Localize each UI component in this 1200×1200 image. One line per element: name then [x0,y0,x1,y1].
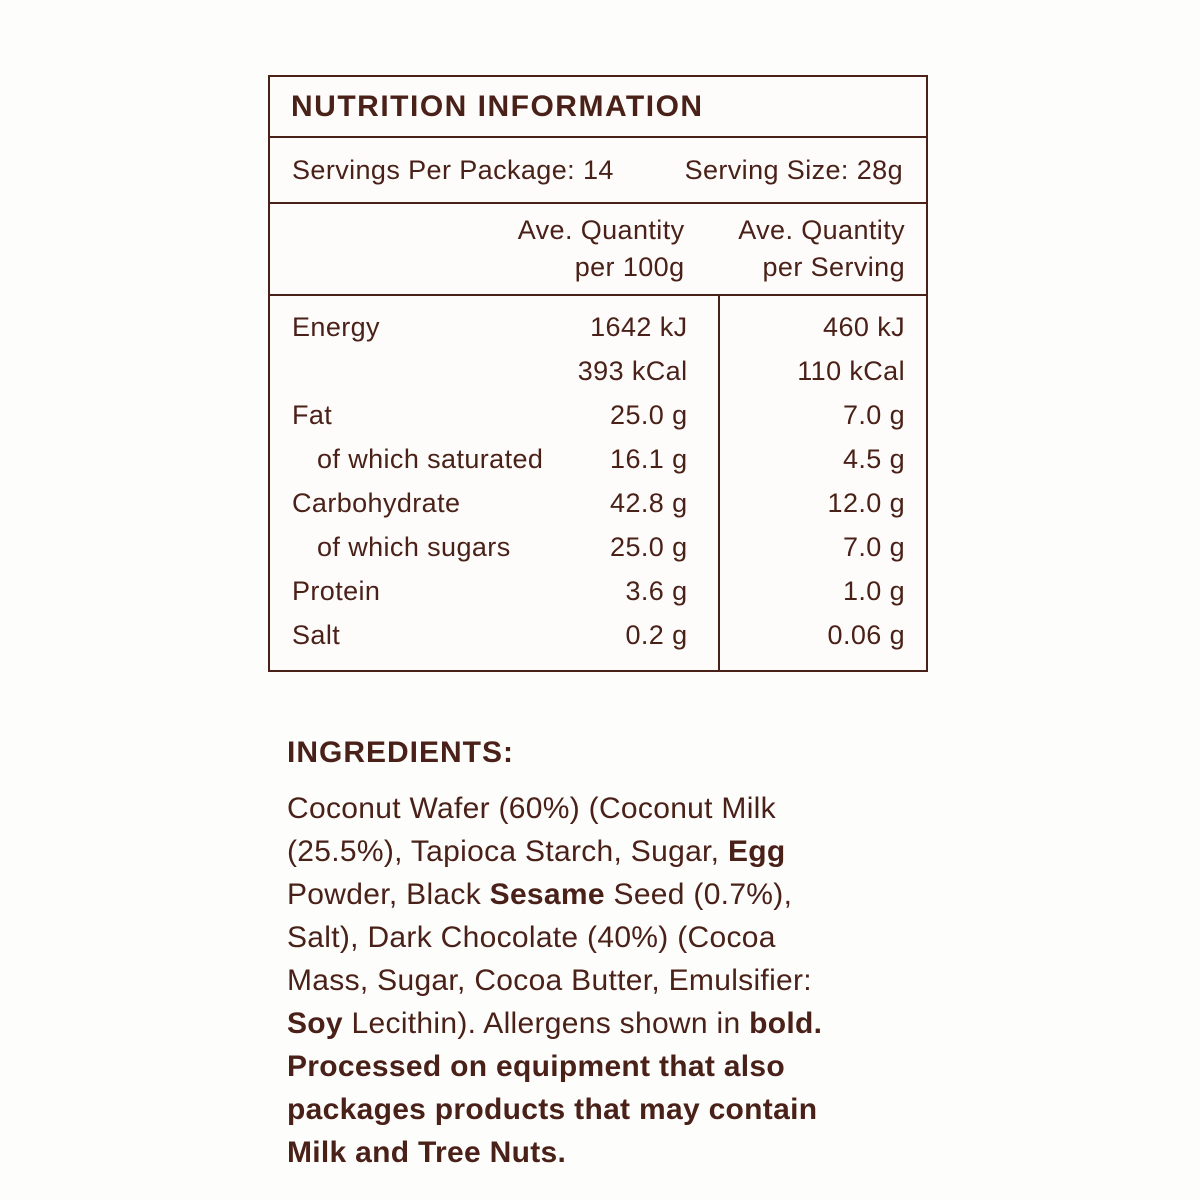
column-header-line: Ave. Quantity [738,215,905,245]
ingredients-text: (25.5%), Tapioca Starch, Sugar, [287,835,728,868]
labels-and-per-100g-column [270,296,718,670]
row-energy [270,305,718,349]
servings-section [270,138,926,204]
per-serving-value-energy-kcal: 110 kCal [797,355,905,386]
ingredients-line [287,1088,937,1131]
per-100g-value: 0.2 g [625,619,688,650]
per-serving-value-energy: 460 kJ [823,311,905,342]
table-title-section [270,77,926,138]
row-salt [270,613,718,657]
column-header-per-100g [270,204,718,294]
row-of-which-sugars [270,525,718,569]
nutrient-label: of which saturated [317,443,544,474]
nutrient-label: Carbohydrate [292,487,461,518]
allergen-warning-text: Milk and Tree Nuts. [287,1136,567,1169]
row-of-which-saturated [270,437,718,481]
serving-size: Serving Size: 28g [684,154,903,185]
per-serving-value-sugars: 7.0 g [842,531,905,562]
row-energy-kcal [270,349,718,393]
table-title: NUTRITION INFORMATION [291,89,704,123]
allergen-warning-text: packages products that may contain [287,1093,818,1126]
row-protein [270,569,718,613]
column-header-per-serving [718,204,927,294]
allergen-sesame: Sesame [489,878,605,911]
column-header-line: per 100g [574,252,685,282]
allergen-egg: Egg [727,835,786,868]
row-carbohydrate [270,481,718,525]
per-100g-value: 25.0 g [610,399,688,430]
per-100g-value: 25.0 g [610,531,688,562]
row-fat [270,393,718,437]
ingredients-line [287,1045,937,1088]
ingredients-text: Coconut Wafer (60%) (Coconut Milk [287,792,776,825]
table-body [270,296,926,670]
nutrient-label: Energy [292,311,380,342]
ingredients-heading: INGREDIENTS: [287,736,515,769]
per-serving-value-salt: 0.06 g [827,619,905,650]
per-100g-value: 16.1 g [610,443,688,474]
column-header-line: per Serving [762,252,905,282]
per-serving-value-protein: 1.0 g [842,575,905,606]
ingredients-line [287,1131,937,1174]
allergen-warning-text: Processed on equipment that also [287,1050,786,1083]
per-100g-value: 42.8 g [610,487,688,518]
servings-per-package: Servings Per Package: 14 [292,154,614,185]
ingredients-line [287,959,937,1002]
per-serving-value-fat: 7.0 g [842,399,905,430]
nutrient-label: Protein [292,575,381,606]
ingredients-line [287,830,937,873]
per-100g-value: 3.6 g [625,575,688,606]
ingredients-text: Powder, Black [287,878,490,911]
ingredients-text: Seed (0.7%), [604,878,793,911]
ingredients-line [287,873,937,916]
allergen-soy: Soy [287,1007,343,1040]
nutrition-information-table [268,75,928,672]
nutrient-label: Salt [292,619,341,650]
nutrient-label: Fat [292,399,333,430]
ingredients-line [287,1002,937,1045]
per-100g-value: 1642 kJ [590,311,688,342]
ingredients-line [287,787,937,830]
per-serving-column [718,296,927,670]
per-100g-value: 393 kCal [577,355,688,386]
ingredients-text: Salt), Dark Chocolate (40%) (Cocoa [287,921,776,954]
ingredients-line [287,916,937,959]
per-serving-value-carbohydrate: 12.0 g [827,487,905,518]
ingredients-text: Mass, Sugar, Cocoa Butter, Emulsifier: [287,964,812,997]
ingredients-text: Lecithin). Allergens shown in [342,1007,750,1040]
nutrient-label: of which sugars [317,531,511,562]
ingredients-section [287,736,937,1174]
bold-word: bold. [749,1007,823,1040]
column-headers-section [270,204,926,296]
column-header-line: Ave. Quantity [517,215,685,245]
per-serving-value-saturated: 4.5 g [842,443,905,474]
